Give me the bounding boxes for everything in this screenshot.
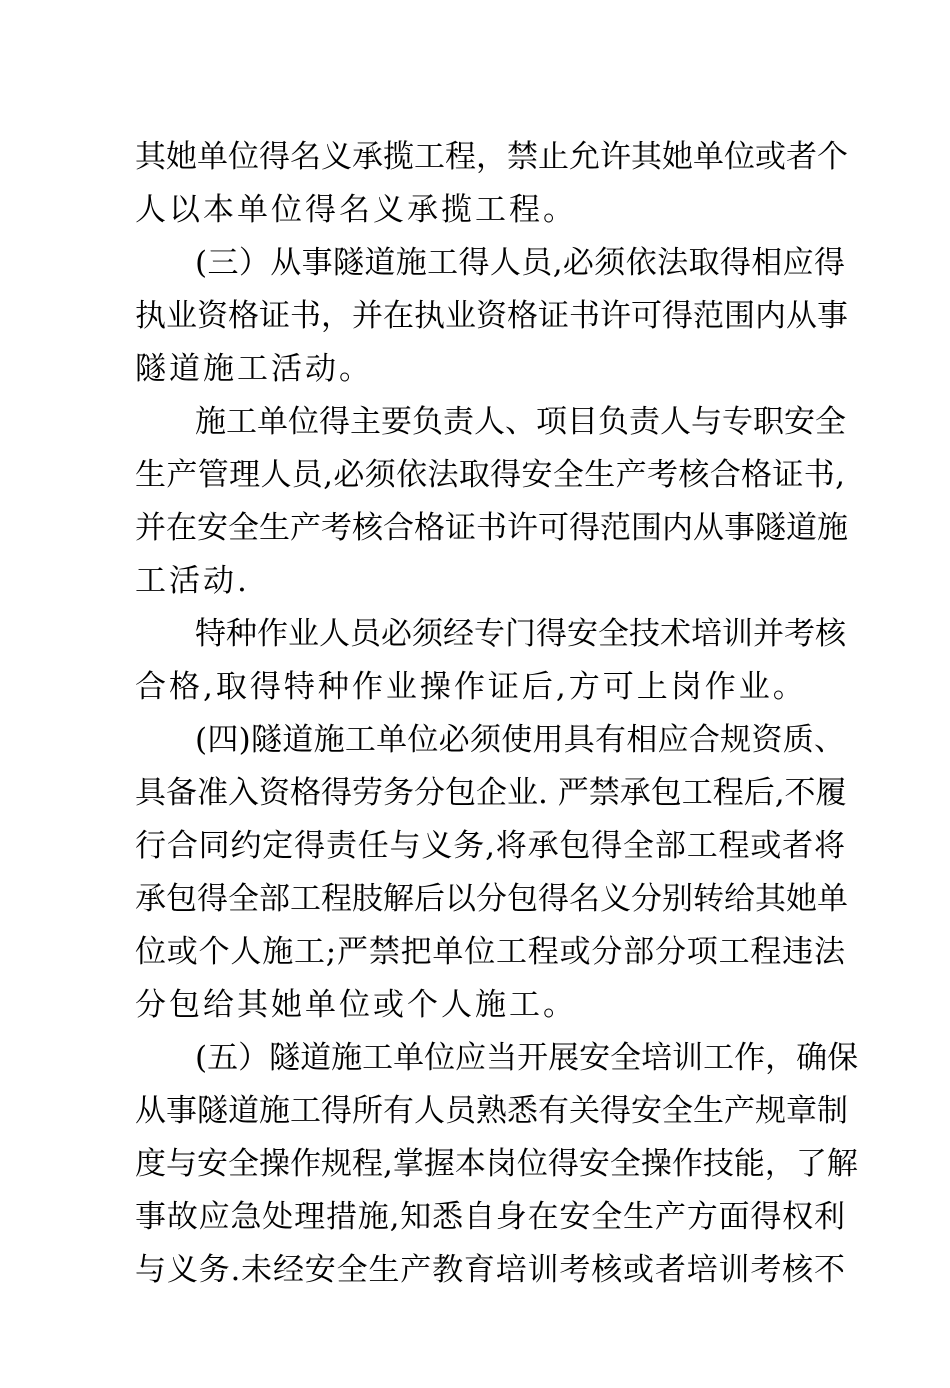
text-line: (三）从事隧道施工得人员,必须依法取得相应得 xyxy=(195,245,845,281)
text-line: 位或个人施工;严禁把单位工程或分部分项工程违法 xyxy=(135,934,845,970)
text-line: 施工单位得主要负责人、项目负责人与专职安全 xyxy=(195,404,846,440)
text-line: 合格,取得特种作业操作证后,方可上岗作业。 xyxy=(135,669,807,705)
text-line: 工活动. xyxy=(135,563,250,599)
text-line: 其她单位得名义承揽工程，禁止允许其她单位或者个 xyxy=(135,139,848,175)
text-line: 具备准入资格得劳务分包企业. 严禁承包工程后,不履 xyxy=(135,775,847,811)
text-line: 与义务.未经安全生产教育培训考核或者培训考核不 xyxy=(135,1252,845,1288)
text-line: 从事隧道施工得所有人员熟悉有关得安全生产规章制 xyxy=(135,1093,848,1129)
text-line: 分包给其她单位或个人施工。 xyxy=(135,987,577,1023)
text-line: 度与安全操作规程,掌握本岗位得安全操作技能，了解 xyxy=(135,1146,858,1182)
text-line: 人以本单位得名义承揽工程。 xyxy=(135,192,577,228)
text-line: 并在安全生产考核合格证书许可得范围内从事隧道施 xyxy=(135,510,848,546)
text-line: 承包得全部工程肢解后以分包得名义分别转给其她单 xyxy=(135,881,848,917)
text-line: 事故应急处理措施,知悉自身在安全生产方面得权利 xyxy=(135,1199,845,1235)
text-line: (五）隧道施工单位应当开展安全培训工作，确保 xyxy=(195,1040,859,1076)
text-line: 生产管理人员,必须依法取得安全生产考核合格证书, xyxy=(135,457,845,493)
text-line: 隧道施工活动。 xyxy=(135,351,373,387)
text-line: 特种作业人员必须经专门得安全技术培训并考核 xyxy=(195,616,846,652)
text-line: (四)隧道施工单位必须使用具有相应合规资质、 xyxy=(195,722,845,758)
text-line: 行合同约定得责任与义务,将承包得全部工程或者将 xyxy=(135,828,845,864)
text-line: 执业资格证书，并在执业资格证书许可得范围内从事 xyxy=(135,298,848,334)
